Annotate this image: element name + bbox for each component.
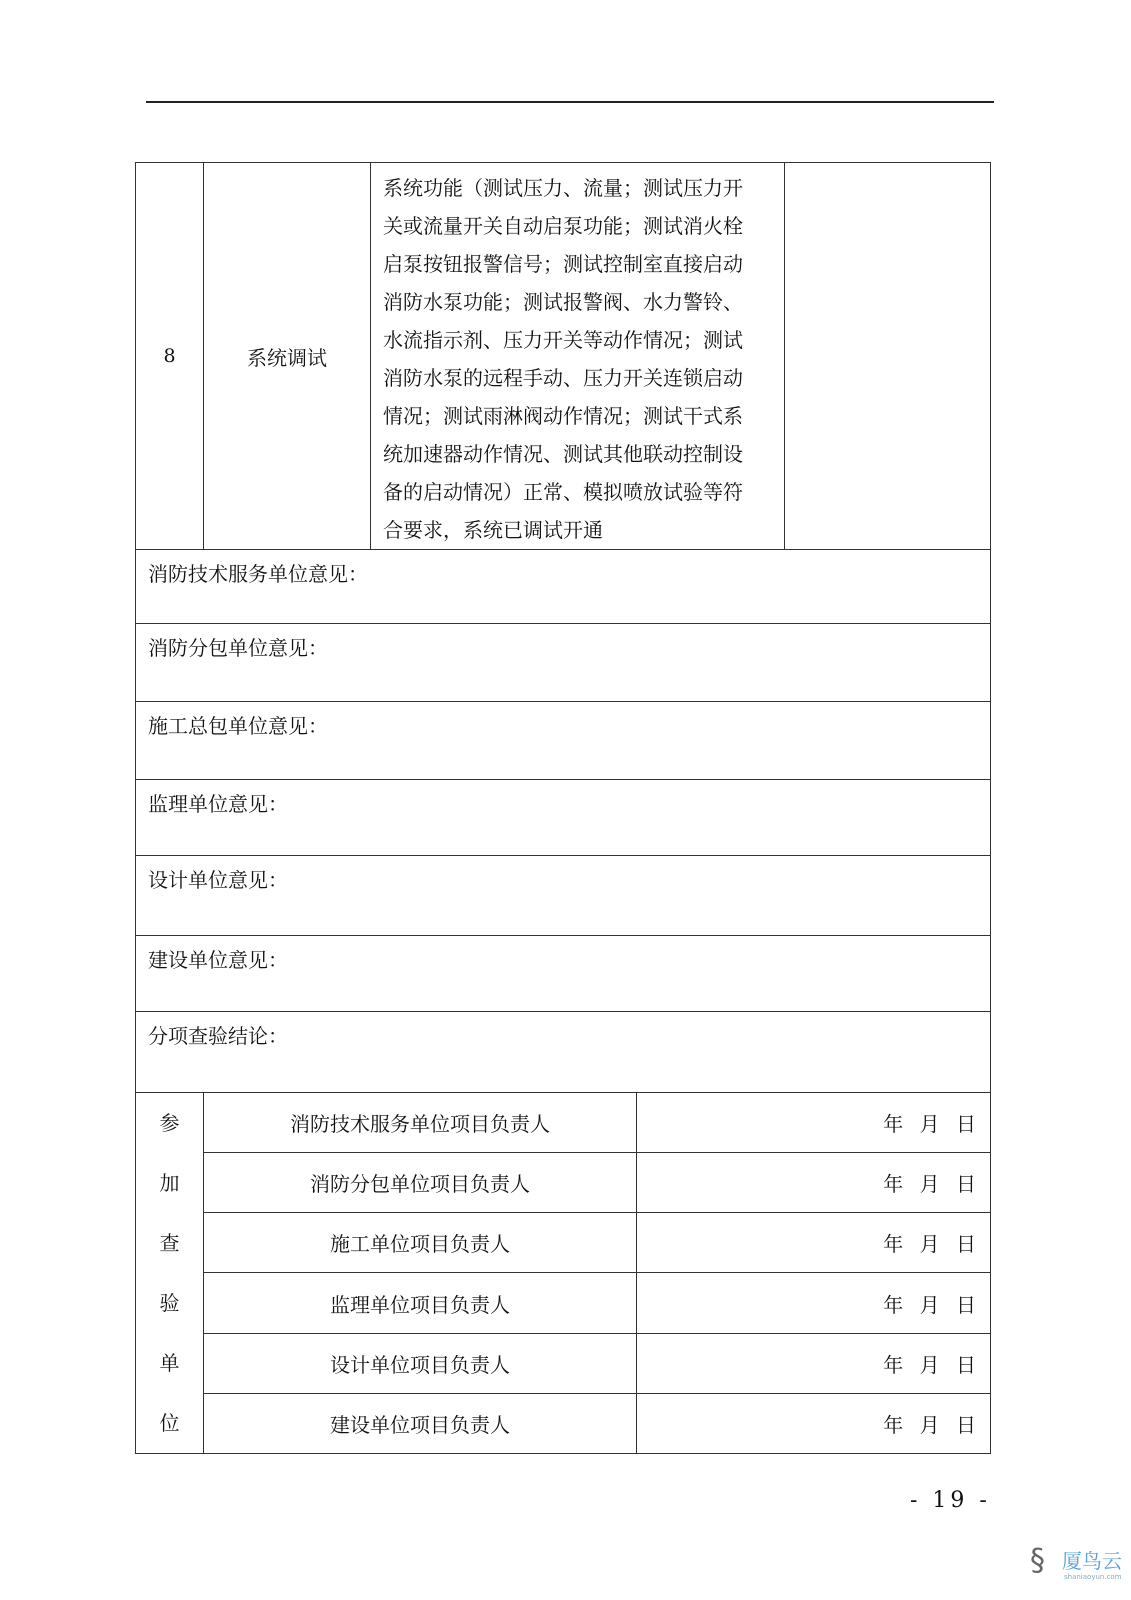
- page-number: - 19 -: [910, 1488, 991, 1513]
- participant-date: 年 月 日: [637, 1273, 991, 1333]
- content-line: 系统功能（测试压力、流量；测试压力开: [383, 176, 743, 200]
- participant-role: 施工单位项目负责人: [204, 1213, 637, 1273]
- participants-label: 参 加 查 验 单 位: [136, 1093, 204, 1454]
- participant-date: 年 月 日: [637, 1153, 991, 1213]
- content-line: 消防水泵功能；测试报警阀、水力警铃、: [383, 290, 743, 314]
- opinion-owner: 建设单位意见：: [136, 936, 991, 1012]
- participant-role: 消防技术服务单位项目负责人: [204, 1093, 637, 1153]
- participant-row: [136, 1213, 991, 1273]
- participant-date: 年 月 日: [637, 1333, 991, 1393]
- participant-role: 消防分包单位项目负责人: [204, 1153, 637, 1213]
- opinion-design: 设计单位意见：: [136, 856, 991, 936]
- table-row-8: [136, 163, 991, 550]
- participant-date: 年 月 日: [637, 1393, 991, 1453]
- content-line: 关或流量开关自动启泵功能；测试消火栓: [383, 214, 743, 238]
- participant-row: [136, 1153, 991, 1213]
- content-line: 合要求，系统已调试开通: [383, 518, 603, 542]
- row-content: [371, 163, 785, 550]
- inspection-conclusion: 分项查验结论：: [136, 1012, 991, 1093]
- participant-role: 建设单位项目负责人: [204, 1393, 637, 1453]
- opinion-fire-subcontractor: 消防分包单位意见：: [136, 624, 991, 702]
- participant-row: [136, 1333, 991, 1393]
- participant-row: [136, 1093, 991, 1153]
- content-line: 统加速器动作情况、测试其他联动控制设: [383, 442, 743, 466]
- content-line: 水流指示剂、压力开关等动作情况；测试: [383, 328, 743, 352]
- content-line: 情况；测试雨淋阀动作情况；测试干式系: [383, 404, 743, 428]
- participant-role: 设计单位项目负责人: [204, 1333, 637, 1393]
- participant-date: 年 月 日: [637, 1093, 991, 1153]
- participant-row: [136, 1393, 991, 1453]
- participant-role: 监理单位项目负责人: [204, 1273, 637, 1333]
- watermark-logo: [1030, 1543, 1122, 1588]
- watermark-sub: shaniaoyun.com: [1064, 1573, 1122, 1581]
- participant-row: [136, 1273, 991, 1333]
- row-remark: [785, 163, 991, 550]
- participant-date: 年 月 日: [637, 1213, 991, 1273]
- inspection-table: [135, 162, 991, 1454]
- opinion-general-contractor: 施工总包单位意见：: [136, 702, 991, 780]
- header-rule: [146, 101, 994, 103]
- content-line: 消防水泵的远程手动、压力开关连锁启动: [383, 366, 743, 390]
- row-number: 8: [136, 163, 204, 550]
- row-item: 系统调试: [204, 163, 371, 550]
- bird-icon: §: [1030, 1543, 1045, 1578]
- content-line: 启泵按钮报警信号；测试控制室直接启动: [383, 252, 743, 276]
- opinion-supervision: 监理单位意见：: [136, 780, 991, 856]
- opinion-fire-service: 消防技术服务单位意见：: [136, 550, 991, 624]
- watermark-text: 厦鸟云: [1062, 1549, 1122, 1573]
- content-line: 备的启动情况）正常、模拟喷放试验等符: [383, 480, 743, 504]
